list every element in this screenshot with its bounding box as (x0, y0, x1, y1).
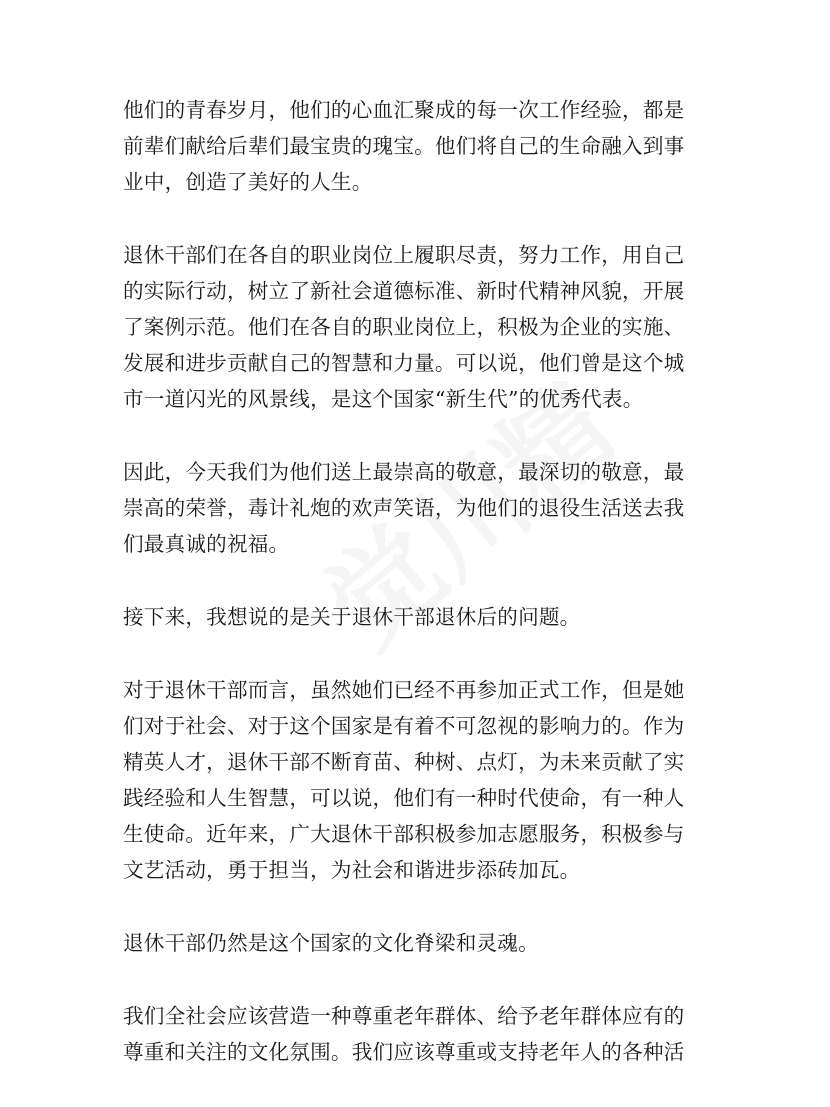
text-line: 退休干部仍然是这个国家的文化脊梁和灵魂。 (123, 931, 539, 955)
text-line: 发展和进步贡献自己的智慧和力量。可以说，他们曾是这个城 (123, 351, 685, 375)
paragraph-6 (123, 925, 723, 961)
paragraph-1 (123, 92, 723, 200)
text-line: 对于退休干部而言，虽然她们已经不再参加正式工作，但是她 (123, 678, 685, 702)
paragraph-3 (123, 454, 723, 562)
text-line: 他们的青春岁月，他们的心血汇聚成的每一次工作经验，都是 (123, 98, 685, 122)
text-line: 前辈们献给后辈们最宝贵的瑰宝。他们将自己的生命融入到事 (123, 134, 685, 158)
text-line: 尊重和关注的文化氛围。我们应该尊重或支持老年人的各种活 (123, 1040, 685, 1064)
text-line: 了案例示范。他们在各自的职业岗位上，积极为企业的实施、 (123, 315, 685, 339)
text-line: 们对于社会、对于这个国家是有着不可忽视的影响力的。作为 (123, 714, 685, 738)
paragraph-2 (123, 237, 723, 417)
text-line: 市一道闪光的风景线，是这个国家“新生代”的优秀代表。 (123, 387, 644, 411)
text-line: 精英人才，退休干部不断育苗、种树、点灯，为未来贡献了实 (123, 750, 685, 774)
text-line: 文艺活动，勇于担当，为社会和谐进步添砖加瓦。 (123, 858, 581, 882)
document-body (123, 92, 723, 1107)
text-line: 业中，创造了美好的人生。 (123, 170, 373, 194)
paragraph-4 (123, 599, 723, 635)
text-line: 接下来，我想说的是关于退休干部退休后的问题。 (123, 605, 581, 629)
text-line: 因此，今天我们为他们送上最崇高的敬意，最深切的敬意，最 (123, 460, 685, 484)
text-line: 的实际行动，树立了新社会道德标准、新时代精神风貌，开展 (123, 279, 685, 303)
text-line: 们最真诚的祝福。 (123, 532, 290, 556)
paragraph-7 (123, 998, 723, 1070)
text-line: 退休干部们在各自的职业岗位上履职尽责，努力工作，用自己 (123, 243, 685, 267)
text-line: 生使命。近年来，广大退休干部积极参加志愿服务，积极参与 (123, 822, 685, 846)
text-line: 我们全社会应该营造一种尊重老年群体、给予老年群体应有的 (123, 1004, 685, 1028)
paragraph-5 (123, 672, 723, 888)
text-line: 践经验和人生智慧，可以说，他们有一种时代使命，有一种人 (123, 786, 685, 810)
text-line: 崇高的荣誉，毒计礼炮的欢声笑语，为他们的退役生活送去我 (123, 496, 685, 520)
